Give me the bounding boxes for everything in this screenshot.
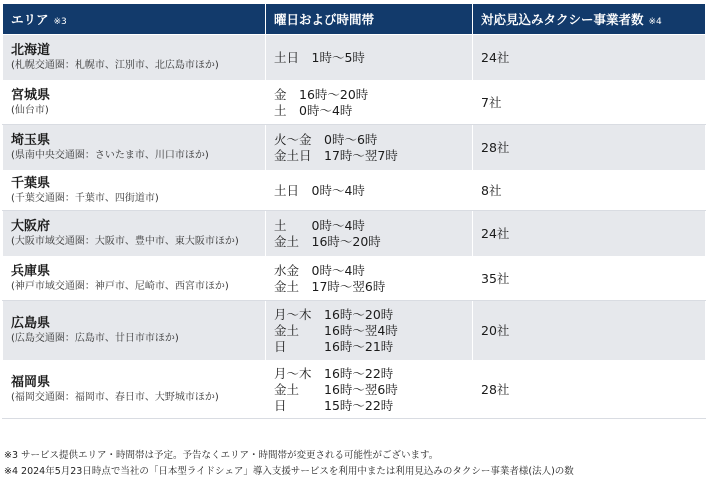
schedule-line: 金土 16時～翌4時 [274, 322, 398, 338]
table-row [3, 211, 706, 257]
traffic-zone: (千葉交通圏：千葉市、四街道市) [11, 192, 159, 204]
operator-count: 8社 [481, 182, 502, 198]
area-cell [3, 125, 266, 171]
area-cell [3, 35, 266, 81]
schedule-cell [266, 35, 473, 81]
area-cell [3, 361, 266, 419]
operator-count-cell [473, 257, 706, 301]
operator-count: 24社 [481, 225, 510, 241]
area-cell [3, 211, 266, 257]
prefecture-name: 北海道 [11, 42, 51, 58]
schedule-line: 土日 0時～4時 [274, 182, 365, 198]
operator-count-cell [473, 301, 706, 361]
header-operators-label: 対応見込みタクシー事業者数 [481, 12, 644, 27]
prefecture-name: 埼玉県 [11, 132, 51, 148]
operator-count-cell [473, 81, 706, 125]
operator-count-cell [473, 211, 706, 257]
area-cell [3, 171, 266, 211]
schedule-line: 日 16時～21時 [274, 338, 394, 354]
schedule-cell [266, 171, 473, 211]
traffic-zone: (札幌交通圏：札幌市、江別市、北広島市ほか) [11, 59, 219, 71]
table-row [3, 35, 706, 81]
footnote-3: ※3 サービス提供エリア・時間帯は予定。予告なくエリア・時間帯が変更される可能性がございます。 [4, 450, 439, 461]
traffic-zone: (福岡交通圏：福岡市、春日市、大野城市ほか) [11, 391, 219, 403]
schedule-line: 土日 1時～5時 [274, 49, 365, 65]
table-body [3, 35, 706, 419]
operator-count-cell [473, 361, 706, 419]
prefecture-name: 広島県 [11, 315, 51, 331]
schedule-line: 金 16時～20時 [274, 86, 369, 102]
operator-count: 28社 [481, 381, 510, 397]
area-cell [3, 257, 266, 301]
operator-count-cell [473, 125, 706, 171]
schedule-line: 金土 16時～翌6時 [274, 381, 398, 397]
footnote-4: ※4 2024年5月23日時点で当社の「日本型ライドシェア」導入支援サービスを利用中または利用見込みのタクシー事業者様(法人)の数 [4, 466, 574, 477]
prefecture-name: 宮城県 [11, 87, 51, 103]
prefecture-name: 兵庫県 [11, 263, 51, 279]
schedule-line: 火～金 0時～6時 [274, 131, 378, 147]
schedule-cell [266, 257, 473, 301]
traffic-zone: (県南中央交通圏：さいたま市、川口市ほか) [11, 149, 209, 161]
header-area-label: エリア [11, 12, 49, 27]
table-row [3, 171, 706, 211]
header-time [266, 4, 473, 35]
traffic-zone: (神戸市域交通圏：神戸市、尼崎市、西宮市ほか) [11, 280, 229, 292]
area-cell [3, 301, 266, 361]
schedule-line: 金土日 17時～翌7時 [274, 147, 398, 163]
prefecture-name: 福岡県 [11, 374, 51, 390]
schedule-line: 土 0時～4時 [274, 217, 365, 233]
schedule-cell [266, 81, 473, 125]
schedule-line: 金土 16時～20時 [274, 233, 381, 249]
schedule-line: 日 15時～22時 [274, 397, 394, 413]
prefecture-name: 千葉県 [11, 175, 51, 191]
schedule-line: 水金 0時～4時 [274, 262, 365, 278]
table-row [3, 125, 706, 171]
schedule-cell [266, 301, 473, 361]
header-operators-note: ※4 [648, 17, 662, 27]
schedule-line: 月～木 16時～22時 [274, 365, 394, 381]
schedule-line: 月～木 16時～20時 [274, 306, 394, 322]
schedule-cell [266, 125, 473, 171]
schedule-line: 土 0時～4時 [274, 102, 353, 118]
table-header [3, 4, 706, 35]
traffic-zone: (大阪市域交通圏：大阪市、豊中市、東大阪市ほか) [11, 235, 239, 247]
operator-count: 24社 [481, 49, 510, 65]
header-area-note: ※3 [53, 17, 67, 27]
table-row [3, 81, 706, 125]
table-row [3, 301, 706, 361]
operator-count-cell [473, 171, 706, 211]
header-operators [473, 4, 706, 35]
prefecture-name: 大阪府 [11, 218, 51, 234]
table-row [3, 361, 706, 419]
operator-count: 35社 [481, 270, 510, 286]
area-cell [3, 81, 266, 125]
header-time-label: 曜日および時間帯 [274, 12, 375, 27]
schedule-line: 金土 17時～翌6時 [274, 278, 386, 294]
schedule-cell [266, 211, 473, 257]
operator-count: 20社 [481, 322, 510, 338]
operator-count-cell [473, 35, 706, 81]
operator-count: 7社 [481, 94, 502, 110]
traffic-zone: (広島交通圏：広島市、廿日市市ほか) [11, 332, 179, 344]
header-row [3, 4, 706, 35]
taxi-service-table [2, 3, 706, 419]
header-area [3, 4, 266, 35]
table-row [3, 257, 706, 301]
schedule-cell [266, 361, 473, 419]
operator-count: 28社 [481, 139, 510, 155]
traffic-zone: (仙台市) [11, 104, 49, 116]
